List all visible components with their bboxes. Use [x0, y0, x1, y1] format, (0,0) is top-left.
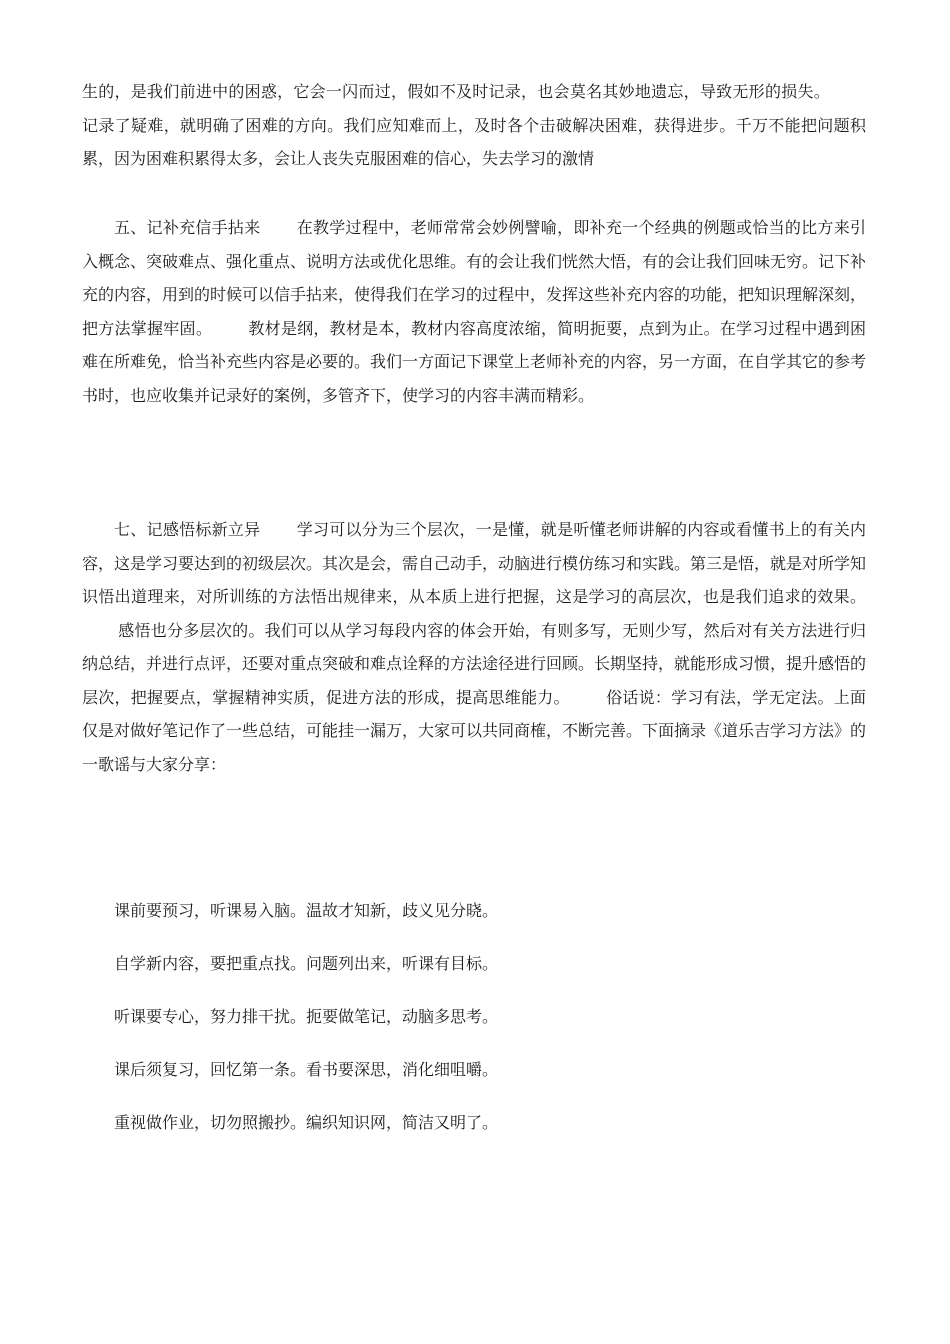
paragraph-insight [82, 513, 866, 781]
section-heading: 五、记补充信手拈来 [114, 218, 261, 237]
section-heading: 七、记感悟标新立异 [114, 520, 261, 539]
poem-line: 自学新内容，要把重点找。问题列出来，听课有目标。 [114, 954, 499, 973]
paragraph-segment: 生的，是我们前进中的困惑，它会一闪而过，假如不及时记录，也会莫名其妙地遗忘，导致无形的损失。 [82, 82, 830, 101]
paragraph-continuation [82, 75, 866, 176]
paragraph-segment: 教材是纲，教材是本，教材内容高度浓缩，简明扼要，点到为止。在学习过程中遇到困难在所难免，恰当补充些内容是必要的。我们一方面记下课堂上老师补充的内容，另一方面，在自学其它的参考书时，也应收集并记录好的案例，多管齐下，使学习的内容丰满而精彩。 [82, 318, 867, 405]
paragraph-supplement [82, 211, 866, 412]
paragraph-segment: 俗话说：学习有法，学无定法。上面仅是对做好笔记作了一些总结，可能挂一漏万，大家可以共同商榷，不断完善。下面摘录《道乐吉学习方法》的一歌谣与大家分享： [82, 687, 867, 774]
paragraph-segment: 在教学过程中，老师常常会妙例譬喻，即补充一个经典的例题或恰当的比方来引入概念、突破难点、强化重点、说明方法或优化思维。有的会让我们恍然大悟，有的会让我们回味无穷。记下补充的内容，用到的时候可以信手拈来，使得我们在学习的过程中，发挥这些补充内容的功能，把知识理解深刻，把方法掌握牢固。 [82, 218, 867, 338]
poem-line: 听课要专心，努力排干扰。扼要做笔记，动脑多思考。 [114, 1007, 499, 1026]
paragraph-segment: 感悟也分多层次的。我们可以从学习每段内容的体会开始，有则多写，无则少写，然后对有关方法进行归纳总结，并进行点评，还要对重点突破和难点诠释的方法途径进行回顾。长期坚持，就能形成习惯，提升感悟的层次，把握要点，掌握精神实质，促进方法的形成，提高思维能力。 [82, 620, 867, 707]
poem-line: 课前要预习，听课易入脑。温故才知新，歧义见分晓。 [114, 901, 499, 920]
paragraph-segment: 学习可以分为三个层次，一是懂，就是听懂老师讲解的内容或看懂书上的有关内容，这是学习要达到的初级层次。其次是会，需自己动手，动脑进行模仿练习和实践。第三是悟，就是对所学知识悟出道理来，对所训练的方法悟出规律来，从本质上进行把握，这是学习的高层次，也是我们追求的效果。 [82, 520, 867, 606]
paragraph-segment: 记录了疑难，就明确了困难的方向。我们应知难而上，及时各个击破解决困难，获得进步。千万不能把问题积累，因为困难积累得太多，会让人丧失克服困难的信心，失去学习的激情 [82, 115, 866, 168]
poem-line: 重视做作业，切勿照搬抄。编织知识网，简洁又明了。 [114, 1113, 499, 1132]
poem-line: 课后须复习，回忆第一条。看书要深思，消化细咀嚼。 [114, 1060, 499, 1079]
